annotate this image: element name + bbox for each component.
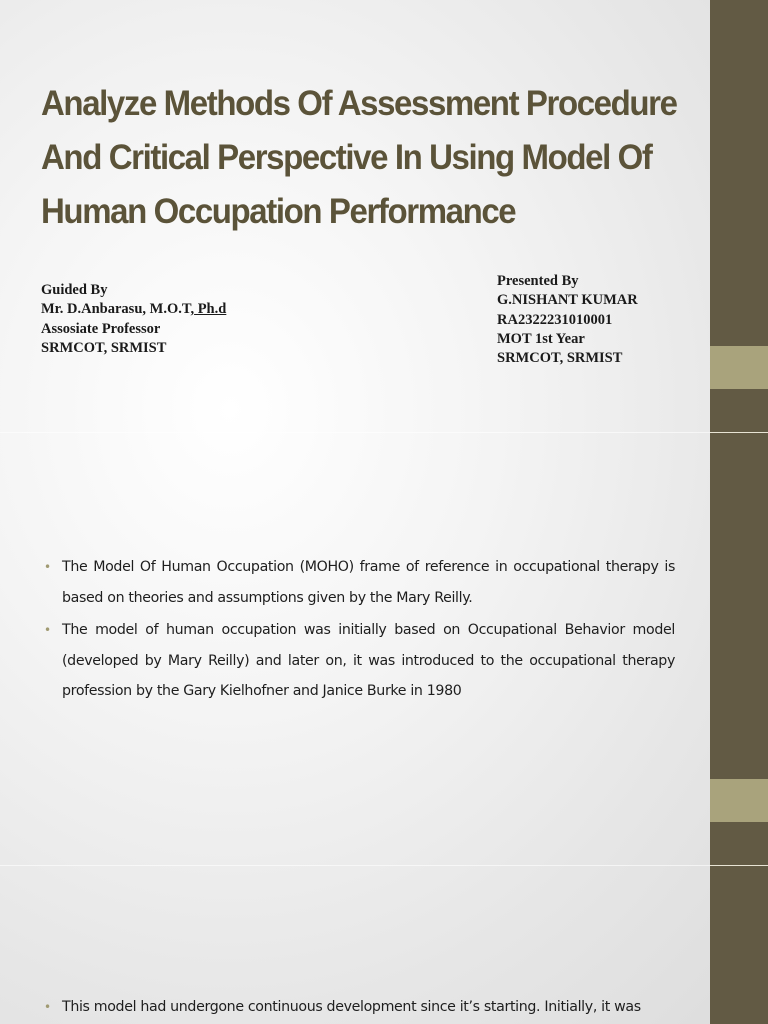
- list-item: [44, 992, 675, 1023]
- title-line: And Critical Perspective In Using Model Of: [41, 136, 652, 177]
- guide-name: Mr. D.Anbarasu, M.O.T,: [41, 301, 195, 318]
- slide-divider: [0, 865, 710, 866]
- title-line: Analyze Methods Of Assessment Procedure: [41, 82, 677, 123]
- slide-title: [41, 76, 691, 238]
- sidebar-accent: [710, 346, 768, 389]
- guide-institution: SRMCOT, SRMIST: [41, 339, 167, 356]
- presenter-year: MOT 1st Year: [497, 330, 585, 347]
- bullet-dot-icon: •: [44, 560, 51, 574]
- bullet-dot-icon: •: [44, 623, 51, 637]
- bullet-text: This model had undergone continuous development since it’s starting. Initially, it was: [62, 999, 641, 1015]
- sidebar-accent: [710, 779, 768, 822]
- bullet-dot-icon: •: [44, 1000, 51, 1014]
- list-item: [44, 615, 675, 707]
- guide-name-line: [41, 300, 226, 319]
- guide-degree: Ph.d: [194, 301, 227, 318]
- list-item: [44, 552, 675, 613]
- guided-by-heading: Guided By: [41, 282, 108, 298]
- sidebar-divider: [710, 432, 768, 433]
- guided-by-block: [41, 281, 226, 358]
- decorative-sidebar: [710, 0, 768, 1024]
- title-line: Human Occupation Performance: [41, 190, 516, 231]
- presented-by-block: [497, 272, 638, 368]
- presenter-name: G.NISHANT KUMAR: [497, 292, 638, 309]
- slide-divider: [0, 432, 710, 433]
- presented-by-heading: Presented By: [497, 273, 579, 289]
- bullet-list: [44, 992, 675, 1024]
- sidebar-divider: [710, 865, 768, 866]
- bullet-text: The model of human occupation was initially based on Occupational Behavior model (developed by Mary Reilly) and later on, it was introduced to the occupational therapy profession by the Gary Kielhofner and Janice Burke in 1980: [62, 622, 675, 699]
- presenter-institution: SRMCOT, SRMIST: [497, 350, 623, 367]
- bullet-text: The Model Of Human Occupation (MOHO) frame of reference in occupational therapy is based on theories and assumptions given by the Mary Reilly.: [62, 559, 675, 606]
- guide-role: Assosiate Professor: [41, 320, 161, 337]
- presenter-reg-no: RA2322231010001: [497, 311, 613, 328]
- bullet-list: [44, 552, 675, 709]
